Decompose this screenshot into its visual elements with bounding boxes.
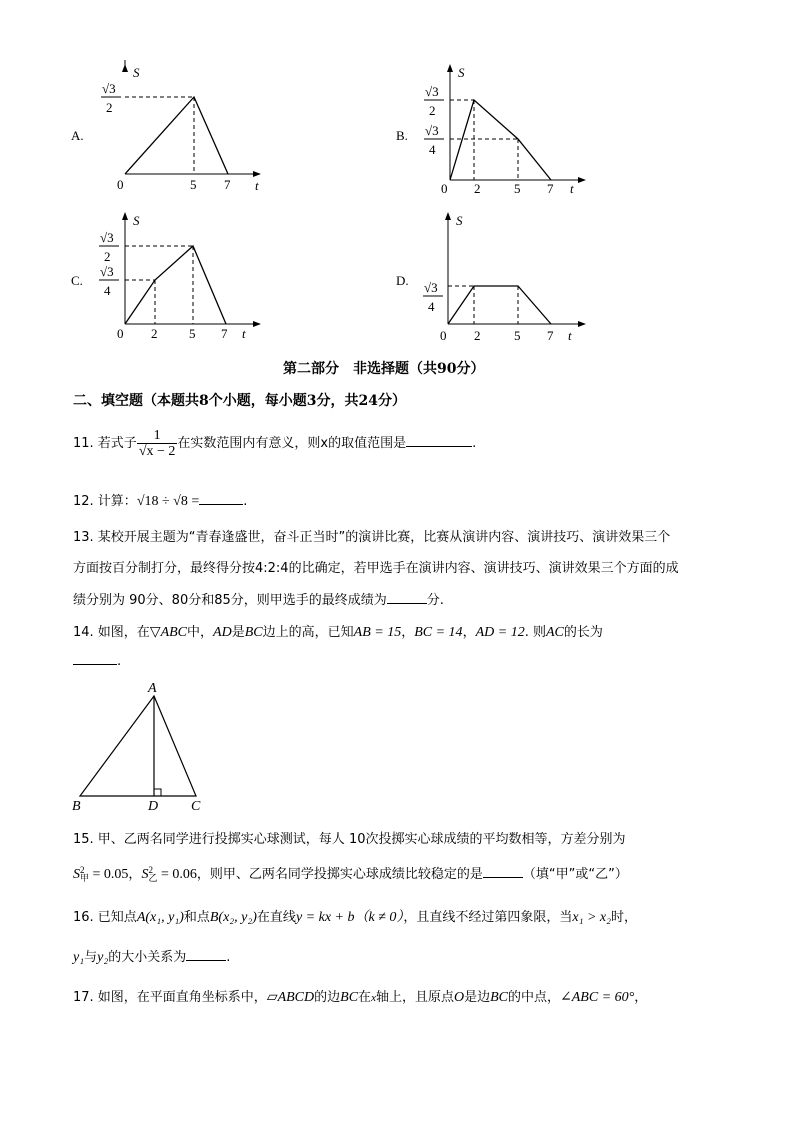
question-16-line-1: 16. 已知点A(x₁, y₁)和点B(x₂, y₂)在直线y = kx + b（k ≠ 0），且直线不经过第四象限，当x₁ > x₂时，	[73, 910, 638, 925]
question-11: 11. 若式子 $\frac{1}{√x - 2}$ 在实数范围内有意义，则x的取值范围是 .	[73, 428, 477, 459]
option-d-label: D.	[396, 273, 409, 288]
triangle-figure	[68, 678, 218, 813]
option-b-label: B.	[396, 128, 408, 143]
svg-text:0: 0	[117, 326, 124, 341]
svg-text:S: S	[133, 213, 140, 228]
svg-text:√3: √3	[425, 84, 439, 99]
svg-text:B: B	[72, 799, 81, 813]
svg-text:t: t	[570, 181, 574, 196]
svg-text:√3: √3	[102, 81, 116, 96]
q15-answer-blank[interactable]	[483, 865, 523, 878]
svg-text:2: 2	[104, 249, 111, 264]
graph-c	[95, 208, 265, 348]
svg-text:A: A	[148, 681, 157, 696]
question-13-line-1: 13. 某校开展主题为“青春逢盛世，奋斗正当时”的演讲比赛，比赛从演讲内容、演讲技巧、演讲效果三个	[73, 530, 671, 545]
option-a-label: A.	[71, 128, 84, 143]
svg-text:7: 7	[224, 177, 231, 192]
svg-text:S: S	[133, 65, 140, 80]
svg-text:5: 5	[514, 328, 521, 343]
svg-text:5: 5	[514, 181, 521, 196]
option-c-label: C.	[71, 273, 83, 288]
question-12: 12. 计算：√18 ÷ √8 = .	[73, 494, 248, 509]
question-15-line-2: S 2 甲 = 0.05，S 2 乙 = 0.06，则甲、乙两名同学投掷实心球成绩比较稳定的是 （填“甲”或“乙”）	[73, 864, 628, 884]
svg-text:5: 5	[189, 326, 196, 341]
q16-answer-blank[interactable]	[186, 948, 226, 961]
svg-text:√3: √3	[100, 230, 114, 245]
q11-fraction: $\frac{1}{√x - 2}$	[138, 428, 176, 459]
svg-text:√3: √3	[424, 280, 438, 295]
svg-text:t: t	[255, 178, 259, 193]
section-title: 二、填空题（本题共8个小题，每小题3分，共24分）	[73, 393, 406, 409]
svg-text:2: 2	[429, 103, 436, 118]
svg-text:0: 0	[440, 328, 447, 343]
graph-d-curve	[448, 286, 551, 324]
svg-text:0: 0	[441, 181, 448, 196]
graph-a	[95, 60, 265, 200]
question-14-line-2: .	[73, 652, 121, 669]
q12-answer-blank[interactable]	[199, 492, 243, 505]
question-16-line-2: y₁与y₂的大小关系为 .	[73, 950, 231, 965]
graph-d	[420, 208, 590, 348]
svg-text:√3: √3	[100, 264, 114, 279]
part2-title: 第二部分 非选择题（共90分）	[283, 361, 485, 377]
svg-text:C: C	[191, 799, 201, 813]
svg-text:0: 0	[117, 177, 124, 192]
question-17: 17. 如图，在平面直角坐标系中，▱ABCD的边BC在x轴上，且原点O是边BC的中点，∠ABC = 60°，	[73, 990, 648, 1005]
svg-text:4: 4	[429, 142, 436, 157]
svg-text:2: 2	[106, 100, 113, 115]
svg-text:S: S	[456, 213, 463, 228]
svg-text:2: 2	[474, 328, 481, 343]
question-13-line-2: 方面按百分制打分，最终得分按4:2:4的比确定，若甲选手在演讲内容、演讲技巧、演讲效果三个方面的成	[73, 561, 679, 576]
svg-text:√3: √3	[425, 123, 439, 138]
svg-text:5: 5	[190, 177, 197, 192]
question-13-line-3: 绩分别为 90分、80分和85分，则甲选手的最终成绩为 分.	[73, 593, 444, 608]
right-angle-mark	[154, 789, 161, 796]
svg-text:4: 4	[428, 299, 435, 314]
svg-text:7: 7	[221, 326, 228, 341]
graph-a-curve	[125, 97, 228, 174]
question-15-line-1: 15. 甲、乙两名同学进行投掷实心球测试，每人 10次投掷实心球成绩的平均数相等，方差分别为	[73, 832, 626, 847]
svg-text:D: D	[148, 799, 159, 813]
q13-answer-blank[interactable]	[387, 591, 427, 604]
svg-text:7: 7	[547, 181, 554, 196]
svg-text:2: 2	[151, 326, 158, 341]
svg-text:t: t	[242, 326, 246, 341]
svg-text:4: 4	[104, 283, 111, 298]
q11-answer-blank[interactable]	[406, 434, 472, 447]
svg-text:S: S	[458, 65, 465, 80]
svg-text:2: 2	[474, 181, 481, 196]
graph-b-curve	[450, 100, 551, 180]
graph-c-curve	[125, 246, 226, 324]
svg-text:t: t	[568, 328, 572, 343]
question-14: 14. 如图，在▽ABC中，AD是BC边上的高，已知AB = 15，BC = 14，AD = 12. 则AC的长为	[73, 625, 603, 640]
graph-b	[420, 60, 590, 200]
triangle-abc	[80, 696, 196, 796]
svg-text:7: 7	[547, 328, 554, 343]
q14-answer-blank[interactable]	[73, 652, 117, 665]
